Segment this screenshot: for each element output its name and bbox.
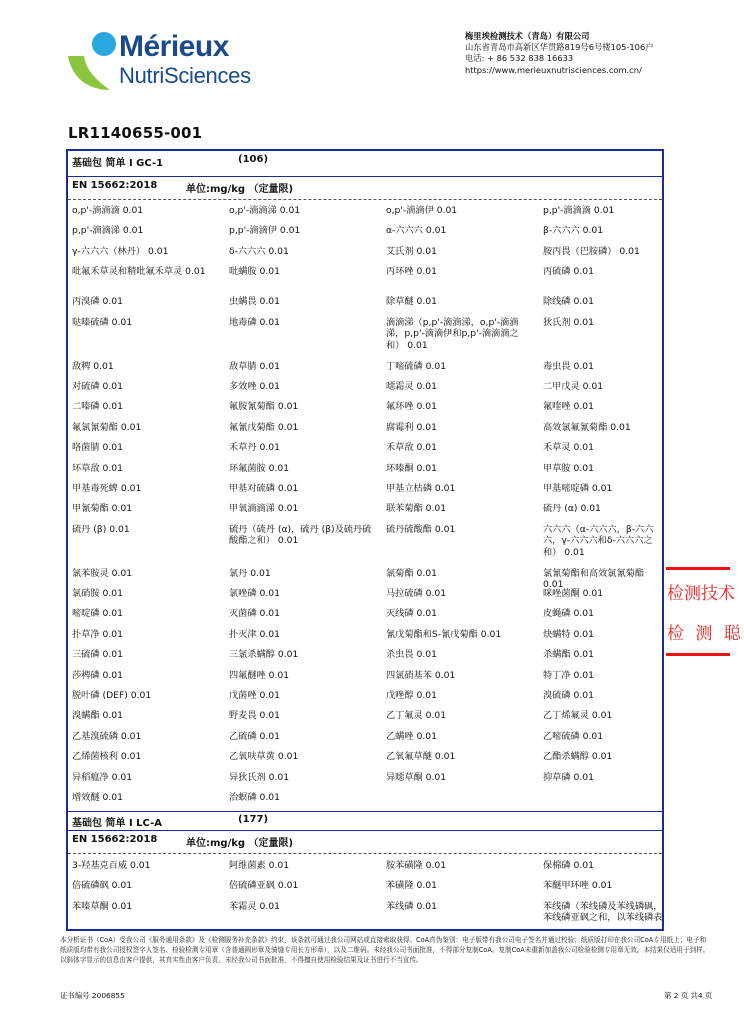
analyte-cell: 丙溴磷 0.01 bbox=[72, 296, 123, 308]
dashed-divider bbox=[68, 853, 662, 854]
analyte-grid bbox=[72, 860, 662, 923]
company-logo bbox=[66, 30, 256, 92]
table-row bbox=[72, 670, 662, 690]
analyte-cell: 胺丙畏（巴胺磷） 0.01 bbox=[543, 245, 640, 257]
table-row bbox=[72, 361, 662, 381]
analyte-cell: 四氟醚唑 0.01 bbox=[229, 669, 290, 681]
analyte-cell: 特丁净 0.01 bbox=[543, 669, 594, 681]
analyte-cell: 氟环唑 0.01 bbox=[386, 401, 437, 413]
analyte-cell: 毒虫畏 0.01 bbox=[543, 360, 594, 372]
analyte-cell: 哒嗪硫磷 0.01 bbox=[72, 316, 133, 328]
stamp-border-top bbox=[666, 567, 730, 570]
table-row bbox=[72, 710, 662, 730]
analyte-grid bbox=[72, 205, 662, 810]
analyte-cell: 氯菊酯 0.01 bbox=[386, 567, 437, 579]
analyte-cell: 禾草敌 0.01 bbox=[386, 442, 437, 454]
table-row bbox=[72, 503, 662, 523]
analyte-cell: 乙硫磷 0.01 bbox=[229, 730, 280, 742]
analyte-cell: 苯霜灵 0.01 bbox=[229, 900, 280, 912]
analyte-cell: 狄氏剂 0.01 bbox=[543, 316, 594, 328]
table-row bbox=[72, 629, 662, 649]
analyte-cell: 氰戊菊酯和S-氰戊菊酯 0.01 bbox=[386, 628, 502, 640]
analyte-cell: 杀虫畏 0.01 bbox=[386, 649, 437, 661]
analyte-cell: 乙嘧硫磷 0.01 bbox=[543, 730, 604, 742]
analyte-cell: 戊唑醇 0.01 bbox=[386, 690, 437, 702]
analyte-cell: 抑草磷 0.01 bbox=[543, 771, 594, 783]
brand-name-line2: NutriSciences bbox=[119, 63, 251, 88]
analyte-cell: 灭菌磷 0.01 bbox=[229, 608, 280, 620]
stamp-text-line2: 检 测 聪 bbox=[667, 624, 744, 644]
analyte-cell: 环嗪酮 0.01 bbox=[386, 462, 437, 474]
analyte-cell: 马拉硫磷 0.01 bbox=[386, 588, 447, 600]
analyte-cell: 溴硫磷 0.01 bbox=[543, 690, 594, 702]
analyte-cell: 对硫磷 0.01 bbox=[72, 380, 123, 392]
company-phone: 电话: + 86 532 838 16633 bbox=[465, 53, 574, 64]
analyte-cell: 联苯菊酯 0.01 bbox=[386, 503, 447, 515]
analyte-cell: 戊菌唑 0.01 bbox=[229, 690, 280, 702]
analyte-cell: 四氯硝基苯 0.01 bbox=[386, 669, 456, 681]
analyte-cell: 噁霜灵 0.01 bbox=[386, 380, 437, 392]
table-row bbox=[72, 401, 662, 421]
section-count: (177) bbox=[238, 814, 269, 825]
table-row bbox=[72, 296, 662, 316]
analyte-cell: 皮蝇磷 0.01 bbox=[543, 608, 594, 620]
analyte-cell: γ-六六六（林丹） 0.01 bbox=[72, 245, 169, 257]
table-row bbox=[72, 751, 662, 771]
analyte-cell: 苯磺隆 0.01 bbox=[386, 880, 437, 892]
table-row bbox=[72, 649, 662, 669]
table-row bbox=[72, 246, 662, 266]
analyte-cell: 氯苯胺灵 0.01 bbox=[72, 567, 133, 579]
analyte-cell: δ-六六六 0.01 bbox=[229, 245, 289, 257]
analyte-cell: 莎稗磷 0.01 bbox=[72, 669, 123, 681]
section-package-label: 基础包 简单 I LC-A bbox=[72, 818, 162, 829]
analyte-cell: 环草敌 0.01 bbox=[72, 462, 123, 474]
analyte-cell: 丙硫磷 0.01 bbox=[543, 266, 594, 278]
analyte-cell: 甲基毒死蜱 0.01 bbox=[72, 482, 142, 494]
table-row bbox=[72, 422, 662, 442]
table-row bbox=[72, 608, 662, 628]
analyte-cell: 高效氯氟氰菊酯 0.01 bbox=[543, 421, 631, 433]
analyte-cell: 滴滴涕（p,p'-滴滴涕，o,p'-滴滴涕，p,p'-滴滴伊和p,p'-滴滴滴之和） 0.01 bbox=[386, 316, 519, 351]
red-seal-stamp bbox=[666, 565, 744, 661]
brand-name-line1: Mérieux bbox=[119, 30, 229, 63]
analyte-cell: p,p'-滴滴涕 0.01 bbox=[72, 225, 144, 237]
analyte-cell: 咪唑菌酮 0.01 bbox=[543, 588, 604, 600]
report-id: LR1140655-001 bbox=[68, 124, 203, 142]
analyte-cell: 3-羟基克百威 0.01 bbox=[72, 860, 151, 871]
analyte-cell: 艾氏剂 0.01 bbox=[386, 245, 437, 257]
section-standard-row bbox=[68, 177, 662, 199]
stamp-border-bottom bbox=[666, 653, 730, 656]
table-row bbox=[72, 690, 662, 710]
table-row bbox=[72, 205, 662, 225]
analyte-cell: p,p'-滴滴伊 0.01 bbox=[229, 225, 301, 237]
analyte-cell: 乙螨唑 0.01 bbox=[386, 730, 437, 742]
section-standard: EN 15662:2018 bbox=[72, 180, 158, 191]
table-row bbox=[72, 524, 662, 568]
analyte-cell: 丁嘧硫磷 0.01 bbox=[386, 360, 447, 372]
analyte-cell: 氟氰戊菊酯 0.01 bbox=[229, 421, 299, 433]
dashed-divider bbox=[68, 199, 662, 200]
analyte-cell: o,p'-滴滴滴 0.01 bbox=[72, 205, 144, 216]
analyte-cell: o,p'-滴滴伊 0.01 bbox=[386, 205, 458, 216]
analyte-cell: 异稻瘟净 0.01 bbox=[72, 771, 133, 783]
table-row bbox=[72, 317, 662, 361]
analyte-cell: 硫丹（硫丹 (α)，硫丹 (β)及硫丹硫酸酯之和） 0.01 bbox=[229, 523, 372, 547]
analyte-cell: 胺苯磺隆 0.01 bbox=[386, 860, 447, 871]
company-name: 梅里埃检测技术（青岛）有限公司 bbox=[465, 31, 590, 41]
analyte-cell: 异噁草酮 0.01 bbox=[386, 771, 447, 783]
company-website: https://www.merieuxnutrisciences.com.cn/ bbox=[465, 64, 642, 75]
analyte-cell: 嘧啶磷 0.01 bbox=[72, 608, 123, 620]
section-package-row bbox=[68, 151, 662, 177]
analyte-cell: 地毒磷 0.01 bbox=[229, 316, 280, 328]
analyte-cell: 除线磷 0.01 bbox=[543, 296, 594, 308]
analyte-cell: 异狄氏剂 0.01 bbox=[229, 771, 290, 783]
analyte-cell: 敌草腈 0.01 bbox=[229, 360, 280, 372]
analyte-cell: 腐霉利 0.01 bbox=[386, 421, 437, 433]
table-row bbox=[72, 442, 662, 462]
analyte-cell: 乙氧呋草黄 0.01 bbox=[229, 751, 299, 763]
analyte-cell: 氯硝胺 0.01 bbox=[72, 588, 123, 600]
analyte-cell: 灭线磷 0.01 bbox=[386, 608, 437, 620]
section-unit: 单位:mg/kg （定量限) bbox=[186, 838, 294, 849]
table-row bbox=[72, 266, 662, 296]
table-row bbox=[72, 792, 662, 810]
table-row bbox=[72, 225, 662, 245]
analyte-cell: 治螟磷 0.01 bbox=[229, 791, 280, 803]
analyte-cell: 倍硫磷亚砜 0.01 bbox=[229, 880, 299, 892]
analyte-cell: 禾草灵 0.01 bbox=[543, 442, 594, 454]
analyte-cell: 氯唑磷 0.01 bbox=[229, 588, 280, 600]
certificate-number: 证书编号 2006855 bbox=[60, 991, 125, 1000]
analyte-cell: 阿维菌素 0.01 bbox=[229, 860, 290, 871]
analyte-cell: 扑草净 0.01 bbox=[72, 628, 123, 640]
table-row bbox=[72, 567, 662, 591]
analyte-cell: 环氟菌胺 0.01 bbox=[229, 462, 290, 474]
stamp-text-line1: 检测技术 bbox=[667, 584, 735, 604]
analyte-cell: 甲草胺 0.01 bbox=[543, 462, 594, 474]
analyte-cell: 增效醚 0.01 bbox=[72, 791, 123, 803]
results-table bbox=[66, 149, 664, 931]
analyte-cell: 脱叶磷 (DEF) 0.01 bbox=[72, 690, 152, 702]
analyte-cell: 倍硫磷砜 0.01 bbox=[72, 880, 133, 892]
table-row bbox=[72, 860, 662, 880]
analyte-cell: 野麦畏 0.01 bbox=[229, 710, 280, 722]
table-row bbox=[72, 880, 662, 900]
analyte-cell: 二甲戊灵 0.01 bbox=[543, 380, 604, 392]
analyte-cell: 甲氰菊酯 0.01 bbox=[72, 503, 133, 515]
section-count: (106) bbox=[238, 154, 269, 165]
section-unit: 单位:mg/kg （定量限) bbox=[186, 184, 294, 195]
company-info bbox=[465, 31, 654, 76]
analyte-cell: 苯线磷（苯线磷及苯线磷砜，苯线磷亚砜之和，以苯线磷表 bbox=[543, 900, 663, 924]
analyte-cell: 甲基对硫磷 0.01 bbox=[229, 482, 299, 494]
page-number: 第 2 页 共4 页 bbox=[664, 991, 713, 1000]
analyte-cell: 三硫磷 0.01 bbox=[72, 649, 123, 661]
section-package-label: 基础包 简单 I GC-1 bbox=[72, 158, 164, 169]
section-standard-row bbox=[68, 831, 662, 853]
analyte-cell: 硫丹 (α) 0.01 bbox=[543, 503, 601, 515]
analyte-cell: 苯醚甲环唑 0.01 bbox=[543, 880, 613, 892]
analyte-cell: 乙氧氟草醚 0.01 bbox=[386, 751, 456, 763]
analyte-cell: 甲基嘧啶磷 0.01 bbox=[543, 482, 613, 494]
analyte-cell: 氟胺氰菊酯 0.01 bbox=[229, 401, 299, 413]
analyte-cell: 敌稗 0.01 bbox=[72, 360, 114, 372]
table-row bbox=[72, 483, 662, 503]
section-package-row bbox=[68, 811, 662, 831]
analyte-cell: 甲氧滴滴涕 0.01 bbox=[229, 503, 299, 515]
analyte-cell: 氯氰菊酯和高效氯氰菊酯 0.01 bbox=[543, 567, 645, 591]
analyte-cell: 苯嗪草酮 0.01 bbox=[72, 900, 133, 912]
analyte-cell: 除草醚 0.01 bbox=[386, 296, 437, 308]
analyte-cell: 硫丹 (β) 0.01 bbox=[72, 523, 130, 535]
analyte-cell: 多效唑 0.01 bbox=[229, 380, 280, 392]
analyte-cell: 三氯杀螨醇 0.01 bbox=[229, 649, 299, 661]
disclaimer-text: 本分析证书（CoA）受我公司《服务通用条款》及《检测服务补充条款》约束，该条款可通过我公司网站或直接索取获得。CoA真伪鉴别：电子版带有我公司电子签名并通过校验；纸质版打印在我公司CoA专用纸上；电子和纸质版均带有我公司授权签字人签名、检验检测专用章（含普通圆形章及骑缝专用长方形章），以及二维码。未经我公司书面批准，不得部分复制CoA。复制CoA未重新加盖我公司检验检测专用章无效。本结果仅适用于到样。以斜体字显示的信息由客户提供，其真实性由客户负责。未经我公司书面批准，不得擅自使用检验结果及证书进行不当宣传。 bbox=[60, 936, 710, 964]
analyte-cell: 甲基立枯磷 0.01 bbox=[386, 482, 456, 494]
table-row bbox=[72, 381, 662, 401]
analyte-cell: 二嗪磷 0.01 bbox=[72, 401, 123, 413]
analyte-cell: 杀螨酯 0.01 bbox=[543, 649, 594, 661]
analyte-cell: 氯丹 0.01 bbox=[229, 567, 271, 579]
analyte-cell: 丙环唑 0.01 bbox=[386, 266, 437, 278]
table-row bbox=[72, 772, 662, 792]
analyte-cell: 乙丁氟灵 0.01 bbox=[386, 710, 447, 722]
analyte-cell: 氟喹唑 0.01 bbox=[543, 401, 594, 413]
table-row bbox=[72, 731, 662, 751]
table-row bbox=[72, 588, 662, 608]
analyte-cell: β-六六六 0.01 bbox=[543, 225, 604, 237]
analyte-cell: 乙基溴硫磷 0.01 bbox=[72, 730, 142, 742]
analyte-cell: 吡螨胺 0.01 bbox=[229, 266, 280, 278]
analyte-cell: 乙丁烯氟灵 0.01 bbox=[543, 710, 613, 722]
analyte-cell: 禾草丹 0.01 bbox=[229, 442, 280, 454]
analyte-cell: 虫螨畏 0.01 bbox=[229, 296, 280, 308]
analyte-cell: 六六六（α-六六六，β-六六六，γ-六六六和δ-六六六之和） 0.01 bbox=[543, 523, 654, 558]
analyte-cell: 炔螨特 0.01 bbox=[543, 628, 594, 640]
analyte-cell: o,p'-滴滴涕 0.01 bbox=[229, 205, 301, 216]
analyte-cell: 吡氟禾草灵和精吡氟禾草灵 0.01 bbox=[72, 266, 206, 278]
analyte-cell: 溴螨酯 0.01 bbox=[72, 710, 123, 722]
analyte-cell: α-六六六 0.01 bbox=[386, 225, 447, 237]
analyte-cell: 乙酯杀螨醇 0.01 bbox=[543, 751, 613, 763]
table-row bbox=[72, 463, 662, 483]
analyte-cell: 苯线磷 0.01 bbox=[386, 900, 437, 912]
analyte-cell: 保棉磷 0.01 bbox=[543, 860, 594, 871]
table-row bbox=[72, 901, 662, 923]
analyte-cell: 扑灭津 0.01 bbox=[229, 628, 280, 640]
section-standard: EN 15662:2018 bbox=[72, 834, 158, 845]
analyte-cell: 氟氯氰菊酯 0.01 bbox=[72, 421, 142, 433]
analyte-cell: 硫丹硫酸酯 0.01 bbox=[386, 523, 456, 535]
company-address: 山东省青岛市高新区华贯路819号6号楼105-106户 bbox=[465, 42, 654, 53]
analyte-cell: p,p'-滴滴滴 0.01 bbox=[543, 205, 615, 216]
logo-mark-icon bbox=[66, 30, 122, 92]
analyte-cell: 咯菌腈 0.01 bbox=[72, 442, 123, 454]
analyte-cell: 乙烯菌核利 0.01 bbox=[72, 751, 142, 763]
